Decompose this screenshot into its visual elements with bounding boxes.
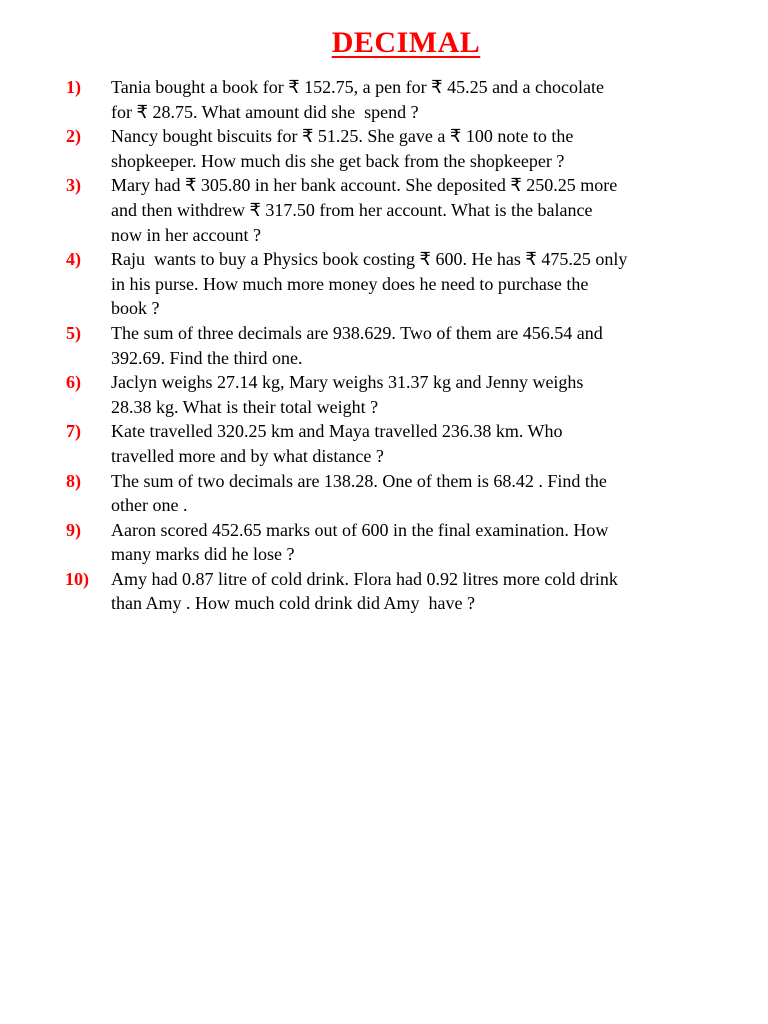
question-10 <box>0 567 768 616</box>
question-number: 7) <box>66 421 81 442</box>
question-4 <box>0 247 768 321</box>
question-7 <box>0 419 768 468</box>
question-text: Jaclyn weighs 27.14 kg, Mary weighs 31.37 kg and Jenny weighs 28.38 kg. What is their total weight ? <box>111 372 584 417</box>
question-6 <box>0 370 768 419</box>
question-number: 9) <box>66 519 81 540</box>
question-number: 8) <box>66 470 81 491</box>
question-number: 10) <box>65 568 89 589</box>
question-text: The sum of three decimals are 938.629. Two of them are 456.54 and 392.69. Find the third one. <box>111 322 603 368</box>
question-number: 1) <box>66 77 81 97</box>
page-title: DECIMAL <box>331 26 481 59</box>
question-9 <box>0 518 768 567</box>
question-number: 6) <box>66 372 81 393</box>
question-text: Amy had 0.87 litre of cold drink. Flora had 0.92 litres more cold drink than Amy . How much cold drink did Amy have ? <box>111 568 618 614</box>
question-text: Tania bought a book for ₹ 152.75, a pen for ₹ 45.25 and a chocolate for ₹ 28.75. What amount did she spend ? <box>111 77 605 122</box>
question-1 <box>0 75 768 124</box>
question-text: Mary had ₹ 305.80 in her bank account. She deposited ₹ 250.25 more and then withdrew ₹ 317.50 from her account. What is the balance now in her account ? <box>111 175 618 245</box>
question-text: Nancy bought biscuits for ₹ 51.25. She gave a ₹ 100 note to the shopkeeper. How much dis she get back from the shopkeeper ? <box>111 126 574 171</box>
question-number: 3) <box>66 175 81 196</box>
question-5 <box>0 321 768 370</box>
question-number: 2) <box>66 126 81 147</box>
question-text: Raju wants to buy a Physics book costing ₹ 600. He has ₹ 475.25 only in his purse. How much more money does he need to purchase the book ? <box>111 249 628 319</box>
question-8 <box>0 469 768 518</box>
question-3 <box>0 173 768 247</box>
question-2 <box>0 124 768 173</box>
question-text: Aaron scored 452.65 marks out of 600 in the final examination. How many marks did he lose ? <box>111 519 609 565</box>
question-number: 4) <box>66 249 81 270</box>
question-text: The sum of two decimals are 138.28. One of them is 68.42 . Find the other one . <box>111 470 607 516</box>
question-list <box>0 75 768 616</box>
question-text: Kate travelled 320.25 km and Maya travelled 236.38 km. Who travelled more and by what distance ? <box>111 421 563 466</box>
question-number: 5) <box>66 322 81 343</box>
